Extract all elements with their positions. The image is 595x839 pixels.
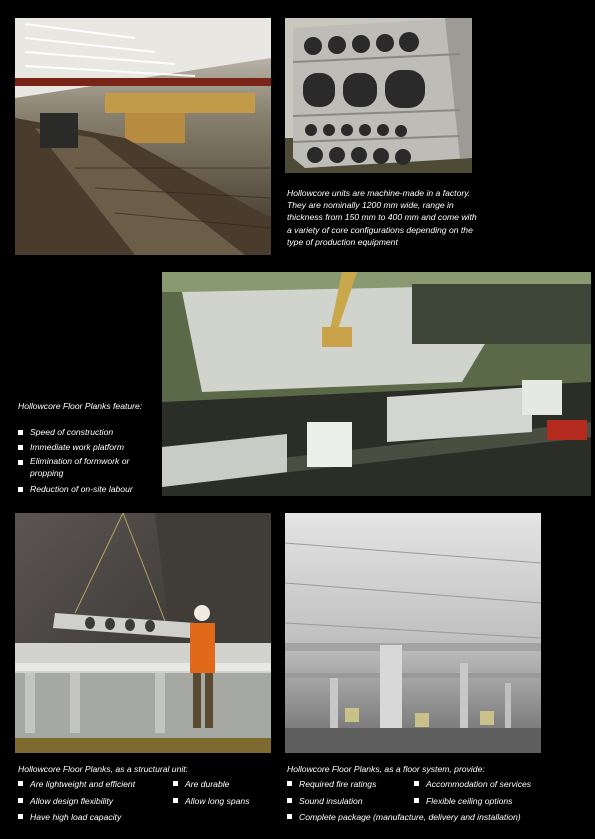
site-photo <box>162 272 591 496</box>
list-item: Reduction of on-site labour <box>18 482 158 497</box>
list-item: Accommodation of services <box>414 776 574 793</box>
floor-system-list-2 <box>414 776 574 809</box>
structural-list-1 <box>18 776 178 826</box>
list-item: Sound insulation <box>287 793 412 810</box>
floor-system-list-1 <box>287 776 412 809</box>
factory-caption: Hollowcore units are machine-made in a factory. They are nominally 1200 mm wide, range in thickness from 150 mm to 400 mm and come with a variety of core configurations depending on the type of production equipment <box>287 188 477 247</box>
car-park-photo <box>285 513 541 753</box>
stacked-units-photo <box>285 18 472 173</box>
list-item: Are durable <box>173 776 278 793</box>
list-item: Are lightweight and efficient <box>18 776 178 793</box>
list-item: Allow design flexibility <box>18 793 178 810</box>
list-item: Immediate work platform <box>18 440 158 455</box>
list-item: Elimination of formwork or propping <box>18 455 158 479</box>
features-heading: Hollowcore Floor Planks feature: <box>18 401 143 411</box>
floor-system-heading: Hollowcore Floor Planks, as a floor system, provide: <box>287 764 485 774</box>
features-list <box>18 425 158 497</box>
floor-system-list-3 <box>287 809 587 826</box>
structural-heading: Hollowcore Floor Planks, as a structural unit: <box>18 764 189 774</box>
list-item: Complete package (manufacture, delivery and installation) <box>287 809 587 826</box>
structural-list-2 <box>173 776 278 809</box>
list-item: Flexible ceiling options <box>414 793 574 810</box>
list-item: Speed of construction <box>18 425 158 440</box>
crane-photo <box>15 513 271 753</box>
factory-photo <box>15 18 271 255</box>
list-item: Required fire ratings <box>287 776 412 793</box>
list-item: Have high load capacity <box>18 809 178 826</box>
list-item: Allow long spans <box>173 793 278 810</box>
